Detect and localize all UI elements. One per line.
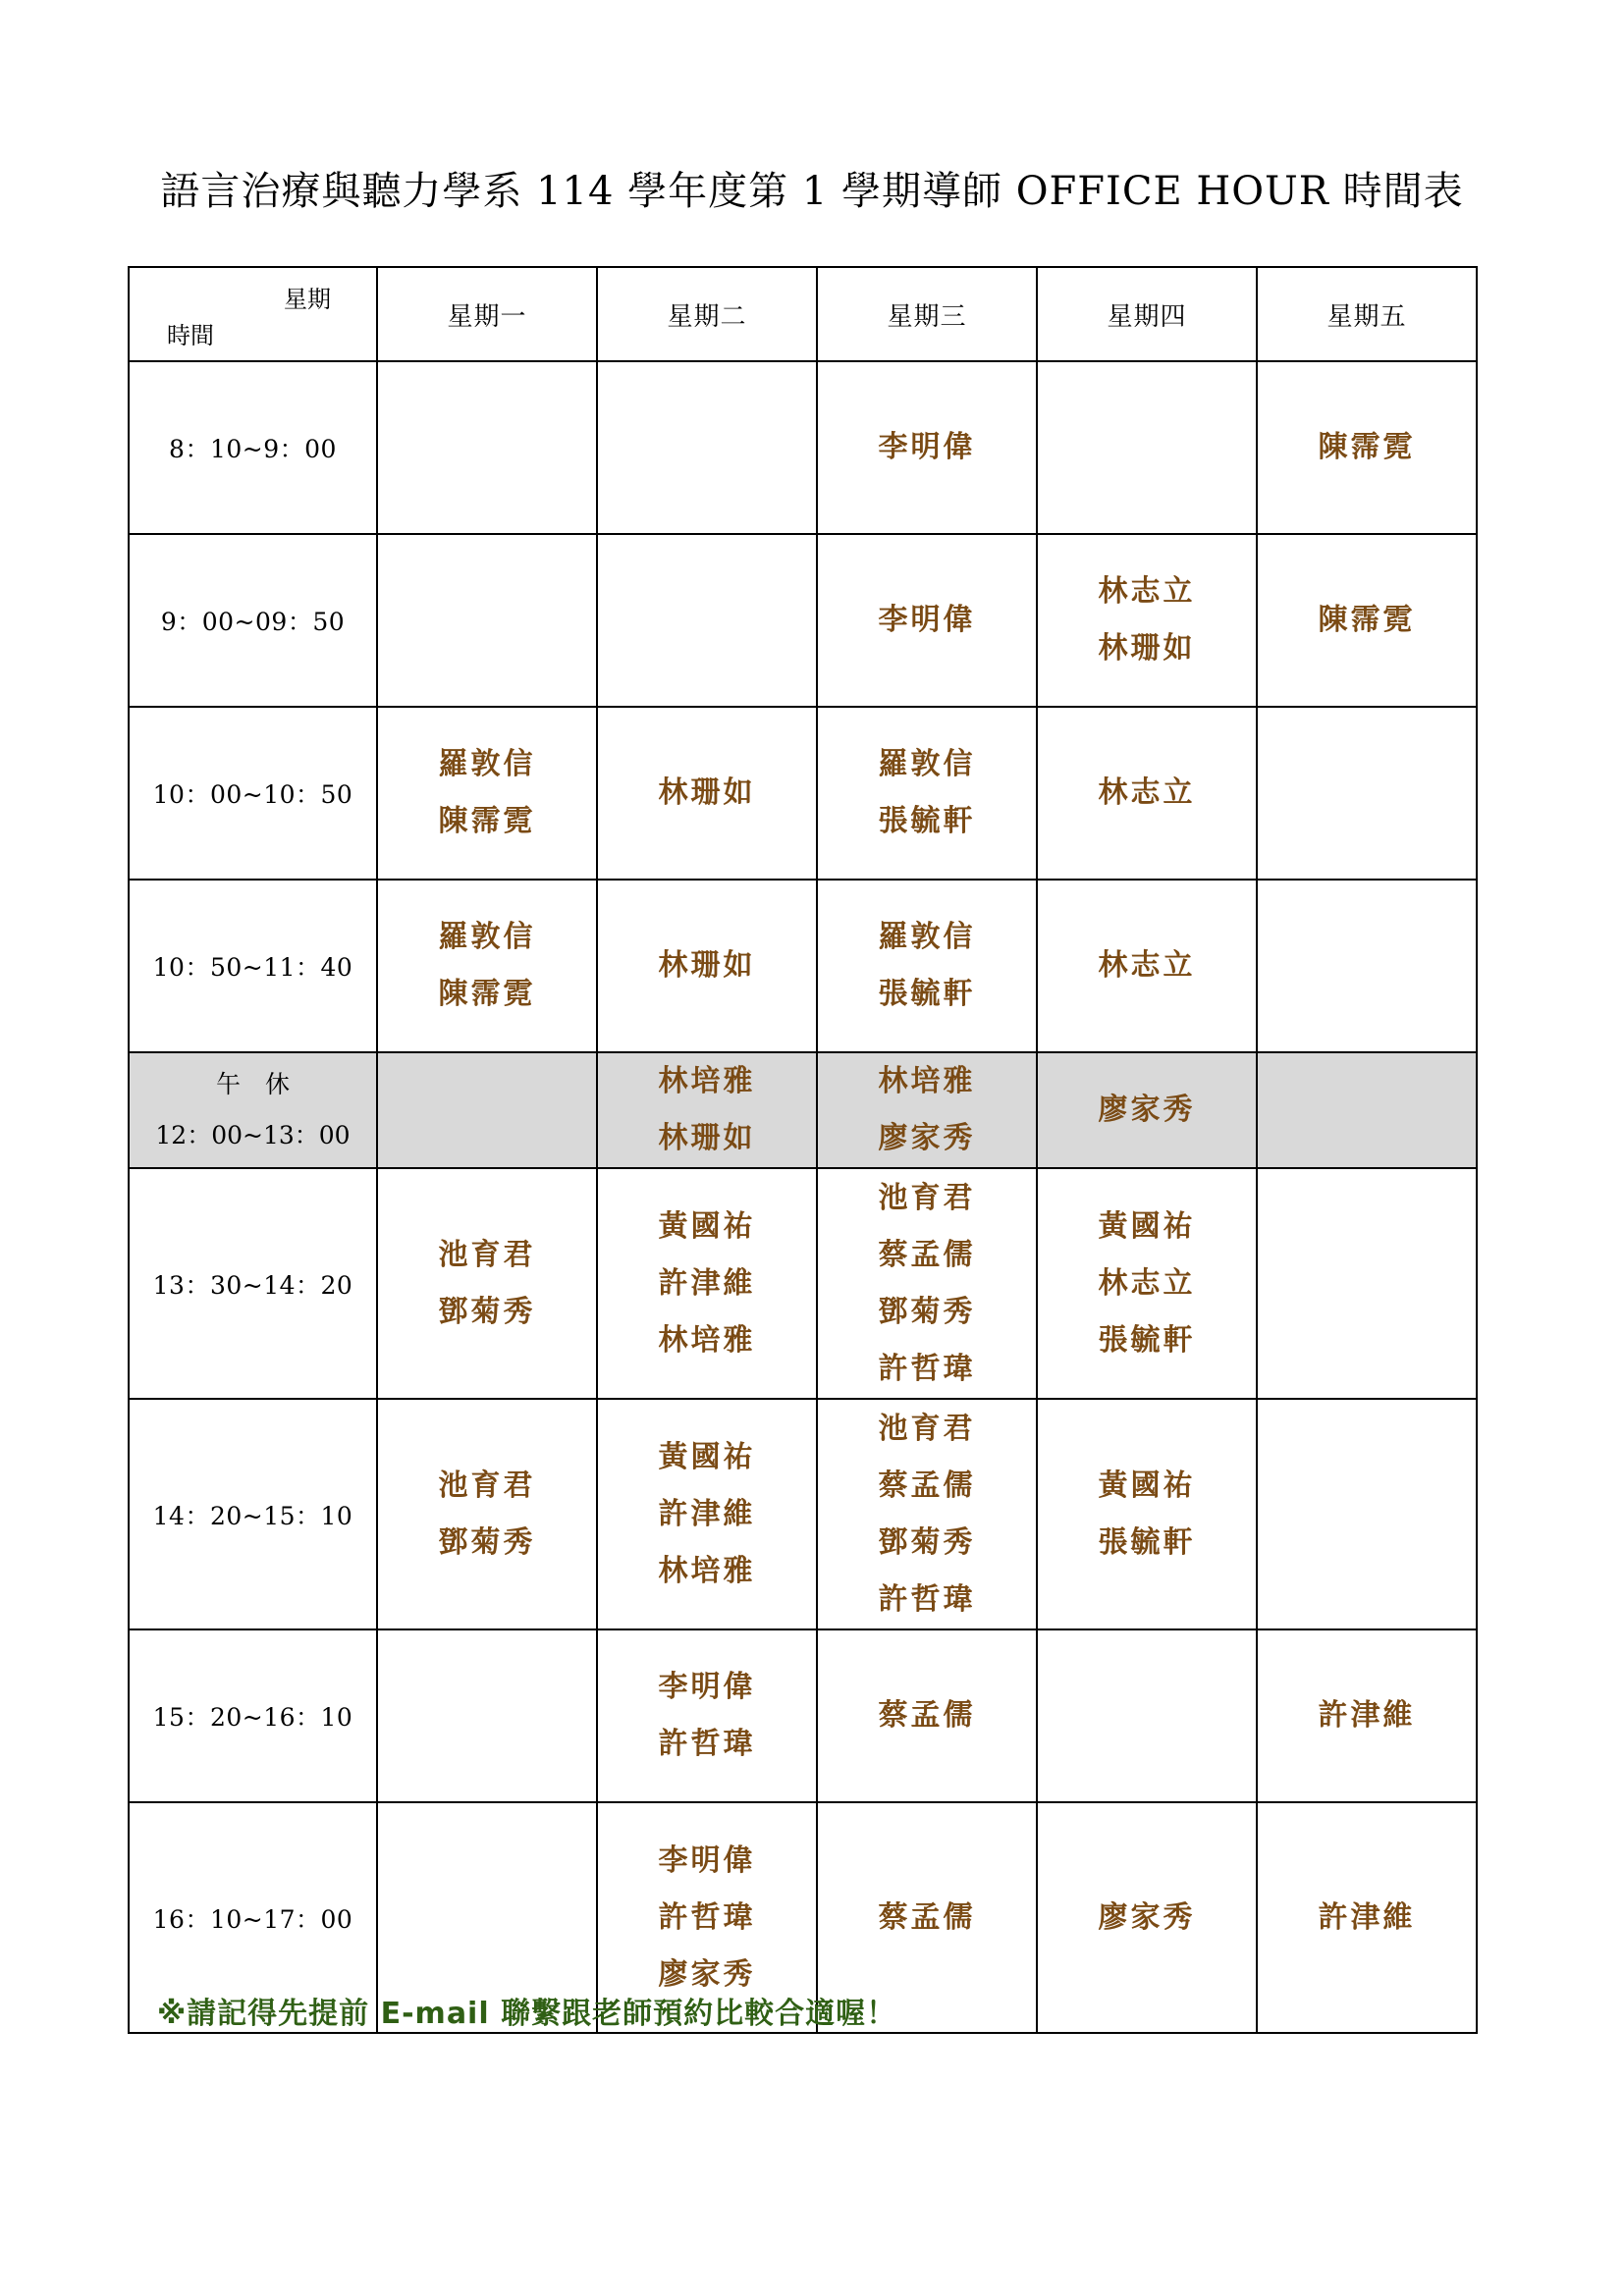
teacher-name: 池育君 [438, 1237, 536, 1272]
schedule-cell [377, 361, 597, 534]
teacher-list [818, 1170, 1036, 1398]
day-header-thu [1037, 267, 1257, 361]
schedule-cell [817, 1629, 1037, 1802]
time-slot-row [129, 534, 1477, 707]
teacher-name: 許哲瑋 [658, 1727, 756, 1761]
day-label: 星期一 [447, 301, 527, 332]
schedule-cell [817, 1168, 1037, 1399]
day-header-fri [1257, 267, 1477, 361]
schedule-cell [377, 1399, 597, 1629]
teacher-name: 林珊如 [658, 1121, 756, 1155]
teacher-name: 羅敦信 [438, 747, 536, 781]
day-header-mon [377, 267, 597, 361]
time-cell [129, 361, 377, 534]
teacher-name: 林志立 [1098, 1265, 1196, 1301]
time-cell [129, 1052, 377, 1168]
schedule-cell [597, 1399, 817, 1629]
time-range-label: 16：10~17：00 [152, 1904, 353, 1934]
teacher-name: 張毓軒 [1098, 1322, 1196, 1358]
teacher-name: 羅敦信 [438, 920, 536, 954]
teacher-name: 陳霈霓 [438, 977, 536, 1011]
teacher-name: 許津維 [658, 1496, 756, 1531]
teacher-list [378, 1458, 596, 1572]
teacher-list [818, 1401, 1036, 1629]
teacher-name: 鄧菊秀 [878, 1524, 976, 1560]
teacher-name: 廖家秀 [658, 1956, 756, 1992]
teacher-name: 李明偉 [658, 1670, 756, 1704]
lunch-row [129, 1052, 1477, 1168]
teacher-name: 張毓軒 [1098, 1524, 1196, 1560]
appointment-note: ※請記得先提前 E-mail 聯繫跟老師預約比較合適喔！ [157, 1997, 897, 2031]
schedule-cell [377, 1168, 597, 1399]
schedule-cell [377, 1629, 597, 1802]
page-title: 語言治療與聽力學系 114 學年度第 1 學期導師 OFFICE HOUR 時間表 [160, 169, 1464, 214]
schedule-cell [1257, 1399, 1477, 1629]
teacher-name: 陳霈霓 [1318, 603, 1416, 637]
teacher-name: 林珊如 [658, 948, 756, 983]
teacher-list [818, 736, 1036, 850]
time-range-label: 15：20~16：10 [152, 1703, 353, 1732]
schedule-cell [597, 707, 817, 880]
time-range-label: 10：00~10：50 [152, 780, 353, 809]
schedule-cell [1037, 1168, 1257, 1399]
teacher-list [1038, 937, 1256, 994]
weekday-corner-label: 星期 [284, 286, 331, 313]
schedule-cell [817, 534, 1037, 707]
teacher-name: 林培雅 [658, 1322, 756, 1358]
header-row [129, 267, 1477, 361]
teacher-name: 林培雅 [878, 1064, 976, 1098]
teacher-name: 林珊如 [658, 775, 756, 810]
teacher-name: 林培雅 [658, 1064, 756, 1098]
time-cell [129, 1629, 377, 1802]
teacher-list [818, 1890, 1036, 1947]
time-slot-row [129, 1168, 1477, 1399]
day-label: 星期五 [1326, 301, 1407, 332]
teacher-name: 許哲瑋 [878, 1351, 976, 1386]
schedule-cell [1037, 1802, 1257, 2033]
schedule-cell [1257, 880, 1477, 1052]
teacher-list [598, 1429, 816, 1600]
time-cell [129, 1399, 377, 1629]
teacher-list [1038, 563, 1256, 677]
day-header-tue [597, 267, 817, 361]
time-range-label: 9：00~09：50 [160, 608, 346, 636]
teacher-name: 廖家秀 [1098, 1093, 1196, 1127]
schedule-cell [817, 1399, 1037, 1629]
time-cell [129, 880, 377, 1052]
teacher-name: 蔡孟儒 [878, 1698, 976, 1733]
teacher-name: 陳霈霓 [438, 804, 536, 838]
time-cell [129, 707, 377, 880]
teacher-name: 蔡孟儒 [878, 1468, 976, 1503]
time-slot-row [129, 1399, 1477, 1629]
teacher-list [598, 765, 816, 822]
schedule-cell [1257, 1629, 1477, 1802]
teacher-name: 許津維 [658, 1265, 756, 1301]
teacher-list [1258, 419, 1476, 476]
teacher-list [598, 937, 816, 994]
schedule-cell [817, 880, 1037, 1052]
day-label: 星期二 [667, 301, 747, 332]
time-corner-label: 時間 [167, 322, 214, 349]
teacher-name: 廖家秀 [1098, 1899, 1196, 1935]
teacher-name: 張毓軒 [878, 977, 976, 1011]
teacher-name: 池育君 [878, 1411, 976, 1446]
teacher-name: 黃國祐 [658, 1208, 756, 1244]
schedule-cell [377, 1052, 597, 1168]
schedule-cell [1257, 361, 1477, 534]
teacher-name: 許津維 [1318, 1698, 1416, 1733]
teacher-list [1038, 1082, 1256, 1139]
schedule-cell [1037, 1052, 1257, 1168]
day-label: 星期三 [887, 301, 967, 332]
teacher-name: 黃國祐 [658, 1439, 756, 1474]
schedule-cell [377, 707, 597, 880]
teacher-name: 羅敦信 [878, 920, 976, 954]
schedule-cell [1037, 707, 1257, 880]
schedule-cell [817, 361, 1037, 534]
teacher-name: 廖家秀 [878, 1121, 976, 1155]
teacher-list [1258, 1687, 1476, 1744]
teacher-name: 林志立 [1098, 948, 1196, 983]
schedule-cell [1037, 1629, 1257, 1802]
teacher-list [1038, 1458, 1256, 1572]
teacher-name: 蔡孟儒 [878, 1237, 976, 1272]
teacher-list [378, 1227, 596, 1341]
schedule-cell [377, 880, 597, 1052]
time-range-label: 14：20~15：10 [152, 1501, 353, 1530]
schedule-cell [597, 361, 817, 534]
teacher-list [818, 419, 1036, 476]
time-range-label: 13：30~14：20 [152, 1270, 353, 1300]
teacher-name: 李明偉 [878, 603, 976, 637]
teacher-list [378, 909, 596, 1023]
corner-header-cell [129, 267, 377, 361]
teacher-list [598, 1053, 816, 1167]
teacher-list [818, 592, 1036, 649]
schedule-cell [1257, 1168, 1477, 1399]
teacher-list [818, 909, 1036, 1023]
teacher-name: 陳霈霓 [1318, 430, 1416, 464]
schedule-cell [817, 707, 1037, 880]
teacher-name: 張毓軒 [878, 804, 976, 838]
schedule-cell [597, 1168, 817, 1399]
teacher-list [598, 1833, 816, 2003]
office-hour-table [128, 266, 1478, 2034]
teacher-list [1038, 765, 1256, 822]
teacher-name: 林志立 [1098, 574, 1196, 609]
schedule-cell [1257, 1802, 1477, 2033]
teacher-list [818, 1687, 1036, 1744]
teacher-name: 鄧菊秀 [438, 1294, 536, 1329]
schedule-cell [1257, 534, 1477, 707]
teacher-name: 鄧菊秀 [438, 1524, 536, 1560]
time-cell [129, 1168, 377, 1399]
schedule-cell [1257, 1052, 1477, 1168]
teacher-name: 許哲瑋 [878, 1581, 976, 1617]
schedule-cell [597, 880, 817, 1052]
time-slot-row [129, 361, 1477, 534]
lunch-break-label: 午 休 [215, 1070, 290, 1098]
teacher-name: 黃國祐 [1098, 1468, 1196, 1503]
teacher-name: 林珊如 [1098, 631, 1196, 666]
day-header-wed [817, 267, 1037, 361]
teacher-name: 李明偉 [658, 1842, 756, 1878]
teacher-list [1038, 1890, 1256, 1947]
schedule-cell [1037, 361, 1257, 534]
time-range-label: 8：10~9：00 [169, 435, 337, 463]
schedule-cell [817, 1052, 1037, 1168]
teacher-name: 林培雅 [658, 1553, 756, 1588]
time-slot-row [129, 880, 1477, 1052]
time-range-label: 12：00~13：00 [155, 1121, 351, 1149]
schedule-cell [1037, 1399, 1257, 1629]
teacher-name: 許哲瑋 [658, 1899, 756, 1935]
teacher-name: 黃國祐 [1098, 1208, 1196, 1244]
teacher-name: 林志立 [1098, 775, 1196, 810]
teacher-list [1038, 1199, 1256, 1369]
schedule-cell [1037, 534, 1257, 707]
schedule-cell [1037, 880, 1257, 1052]
schedule-cell [597, 1052, 817, 1168]
teacher-name: 蔡孟儒 [878, 1899, 976, 1935]
schedule-cell [377, 534, 597, 707]
time-range-label: 10：50~11：40 [152, 953, 353, 982]
schedule-cell [597, 1629, 817, 1802]
teacher-list [818, 1053, 1036, 1167]
time-slot-row [129, 707, 1477, 880]
teacher-name: 池育君 [878, 1180, 976, 1215]
time-cell [129, 534, 377, 707]
time-slot-row [129, 1629, 1477, 1802]
teacher-name: 許津維 [1318, 1899, 1416, 1935]
teacher-list [378, 736, 596, 850]
day-label: 星期四 [1107, 301, 1187, 332]
schedule-cell [1257, 707, 1477, 880]
teacher-name: 鄧菊秀 [878, 1294, 976, 1329]
teacher-list [1258, 592, 1476, 649]
teacher-list [598, 1659, 816, 1773]
schedule-cell [597, 534, 817, 707]
teacher-name: 羅敦信 [878, 747, 976, 781]
teacher-name: 李明偉 [878, 430, 976, 464]
teacher-name: 池育君 [438, 1468, 536, 1503]
teacher-list [1258, 1890, 1476, 1947]
teacher-list [598, 1199, 816, 1369]
